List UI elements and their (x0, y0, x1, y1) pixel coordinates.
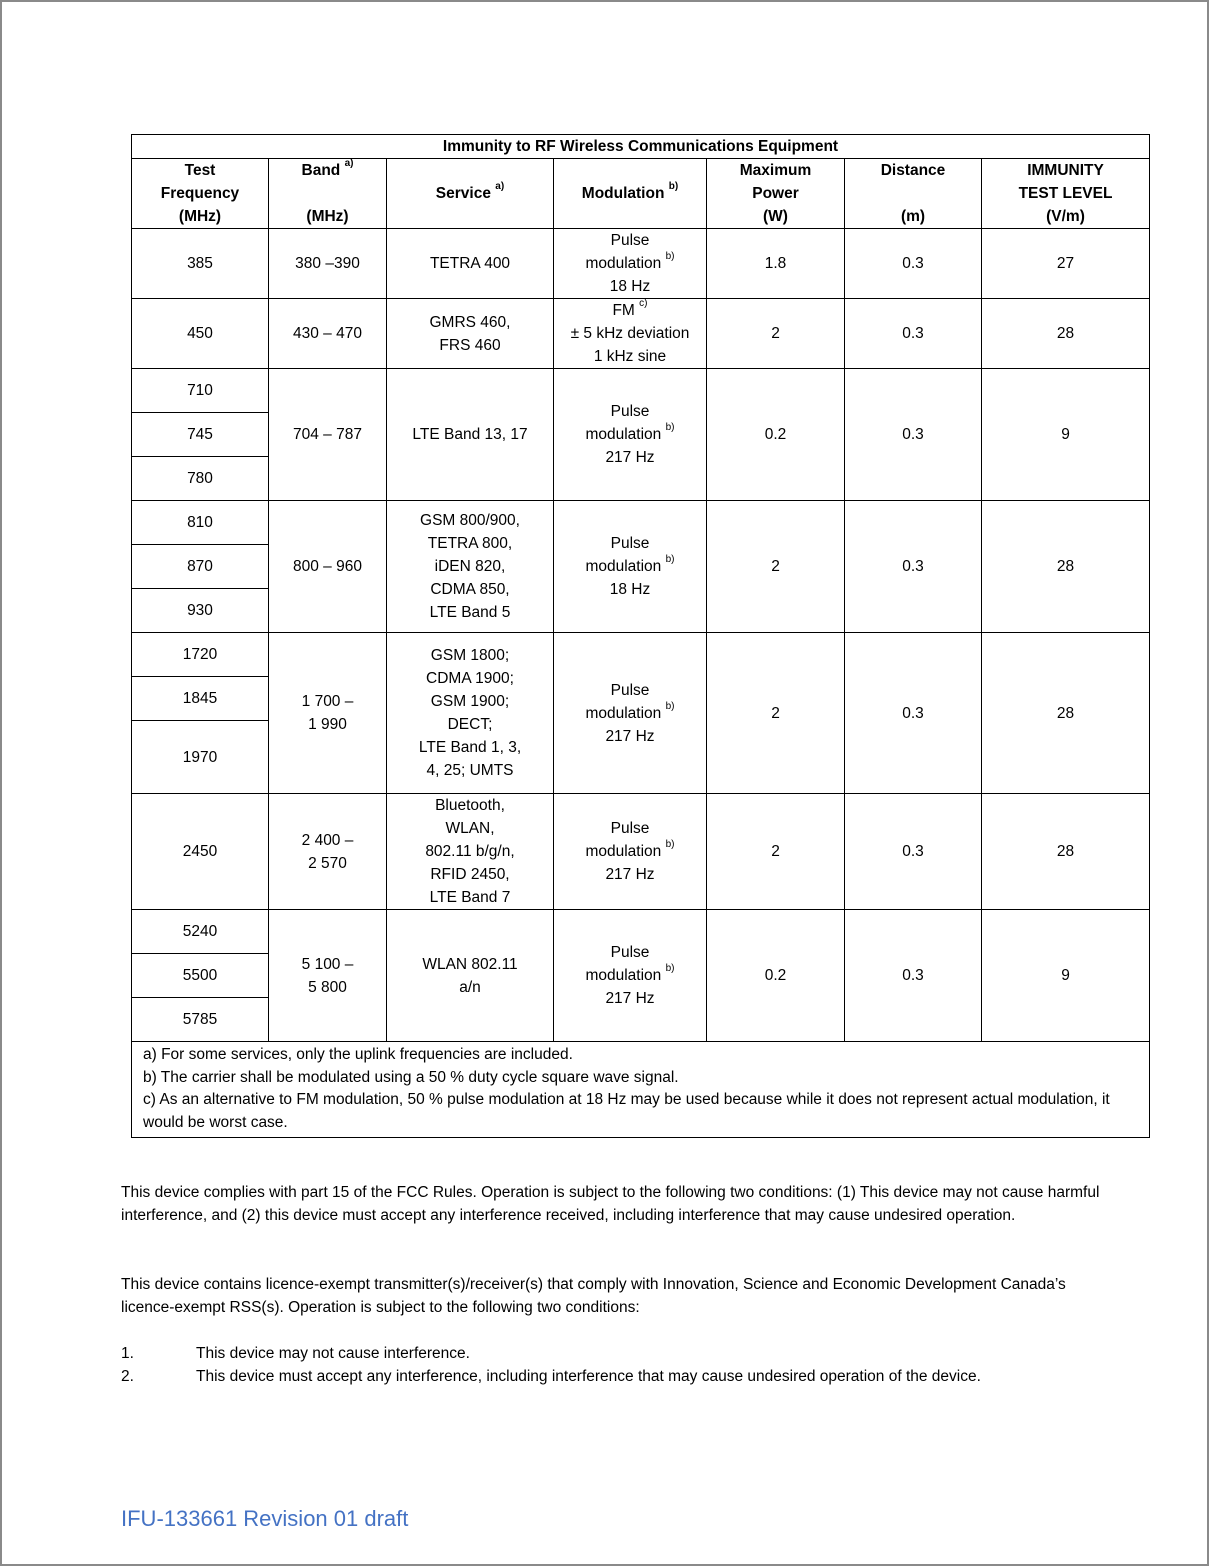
level-cell: 9 (982, 910, 1150, 1042)
service-cell: LTE Band 13, 17 (387, 369, 554, 501)
modulation-cell: Pulse modulation $^{b)}$ 217 Hz (554, 369, 707, 501)
table-body (132, 229, 1150, 1138)
frequency-cell: 2450 (132, 794, 269, 910)
level-cell: 27 (982, 229, 1150, 299)
service-cell: GSM 800/900, TETRA 800, iDEN 820, CDMA 850, LTE Band 5 (387, 501, 554, 633)
frequency-cell: 1970 (132, 721, 269, 794)
modulation-cell: Pulse modulation $^{b)}$ 18 Hz (554, 501, 707, 633)
modulation-cell: Pulse modulation $^{b)}$ 18 Hz (554, 229, 707, 299)
table-row (132, 369, 1150, 413)
condition-number: 1. (121, 1345, 134, 1362)
band-cell: 380 –390 (269, 229, 387, 299)
fcc-statement: This device complies with part 15 of the FCC Rules. Operation is subject to the following two conditions: (1) This device may not cause harmful interference, and (2) this device must accept any interference received, including interference that may cause undesired operation. (121, 1184, 1100, 1224)
distance-cell: 0.3 (845, 910, 982, 1042)
table-row (132, 501, 1150, 545)
service-cell: GMRS 460, FRS 460 (387, 299, 554, 369)
document-footer: IFU-133661 Revision 01 draft (121, 1506, 409, 1531)
frequency-cell: 930 (132, 589, 269, 633)
distance-cell: 0.3 (845, 633, 982, 794)
level-cell: 28 (982, 794, 1150, 910)
frequency-cell: 385 (132, 229, 269, 299)
note-c: c) As an alternative to FM modulation, 50 % pulse modulation at 18 Hz may be used because while it does not represent actual modulation, it would be worst case. (143, 1091, 1110, 1132)
power-cell: 2 (707, 794, 845, 910)
frequency-cell: 1845 (132, 677, 269, 721)
power-cell: 0.2 (707, 910, 845, 1042)
header-maximum-power: Maximum Power (W) (707, 159, 845, 229)
ised-statement: This device contains licence-exempt transmitter(s)/receiver(s) that comply with Innovation, Science and Economic Development Canada’s licence-exempt RSS(s). Operation is subject to the following two conditions: (121, 1276, 1066, 1316)
frequency-cell: 745 (132, 413, 269, 457)
frequency-cell: 810 (132, 501, 269, 545)
frequency-cell: 450 (132, 299, 269, 369)
header-service: Service $^{a)}$ (387, 159, 554, 229)
distance-cell: 0.3 (845, 369, 982, 501)
note-a: a) For some services, only the uplink frequencies are included. (143, 1046, 573, 1063)
level-cell: 28 (982, 501, 1150, 633)
power-cell: 2 (707, 299, 845, 369)
table-row (132, 299, 1150, 369)
condition-text: This device must accept any interference, including interference that may cause undesired operation of the device. (196, 1368, 981, 1385)
service-cell: GSM 1800; CDMA 1900; GSM 1900; DECT; LTE Band 1, 3, 4, 25; UMTS (387, 633, 554, 794)
table-title: Immunity to RF Wireless Communications Equipment (132, 135, 1150, 159)
level-cell: 28 (982, 299, 1150, 369)
table-row (132, 910, 1150, 954)
header-band: Band $^{a)}$ (MHz) (269, 159, 387, 229)
service-cell: TETRA 400 (387, 229, 554, 299)
distance-cell: 0.3 (845, 229, 982, 299)
distance-cell: 0.3 (845, 299, 982, 369)
band-cell: 2 400 – 2 570 (269, 794, 387, 910)
modulation-cell: Pulse modulation $^{b)}$ 217 Hz (554, 794, 707, 910)
condition-number: 2. (121, 1368, 134, 1385)
note-b: b) The carrier shall be modulated using a 50 % duty cycle square wave signal. (143, 1068, 679, 1086)
band-cell: 430 – 470 (269, 299, 387, 369)
condition-text: This device may not cause interference. (196, 1345, 470, 1362)
band-cell: 704 – 787 (269, 369, 387, 501)
table-notes (132, 1042, 1150, 1138)
frequency-cell: 870 (132, 545, 269, 589)
table-row (132, 794, 1150, 910)
band-cell: 1 700 – 1 990 (269, 633, 387, 794)
power-cell: 2 (707, 633, 845, 794)
level-cell: 28 (982, 633, 1150, 794)
frequency-cell: 5240 (132, 910, 269, 954)
power-cell: 0.2 (707, 369, 845, 501)
frequency-cell: 5785 (132, 998, 269, 1042)
power-cell: 1.8 (707, 229, 845, 299)
distance-cell: 0.3 (845, 794, 982, 910)
rf-immunity-table (131, 134, 1150, 1138)
band-cell: 5 100 – 5 800 (269, 910, 387, 1042)
distance-cell: 0.3 (845, 501, 982, 633)
frequency-cell: 780 (132, 457, 269, 501)
table-row (132, 633, 1150, 677)
power-cell: 2 (707, 501, 845, 633)
header-distance: Distance (m) (845, 159, 982, 229)
modulation-cell: Pulse modulation $^{b)}$ 217 Hz (554, 910, 707, 1042)
frequency-cell: 710 (132, 369, 269, 413)
band-cell: 800 – 960 (269, 501, 387, 633)
frequency-cell: 1720 (132, 633, 269, 677)
header-immunity-test-level: IMMUNITY TEST LEVEL (V/m) (982, 159, 1150, 229)
header-test-frequency: Test Frequency (MHz) (132, 159, 269, 229)
modulation-cell: FM $^{c)}$ ± 5 kHz deviation 1 kHz sine (554, 299, 707, 369)
service-cell: WLAN 802.11 a/n (387, 910, 554, 1042)
frequency-cell: 5500 (132, 954, 269, 998)
service-cell: Bluetooth, WLAN, 802.11 b/g/n, RFID 2450, LTE Band 7 (387, 794, 554, 910)
modulation-cell: Pulse modulation $^{b)}$ 217 Hz (554, 633, 707, 794)
header-modulation: Modulation $^{b)}$ (554, 159, 707, 229)
level-cell: 9 (982, 369, 1150, 501)
table-row (132, 229, 1150, 299)
